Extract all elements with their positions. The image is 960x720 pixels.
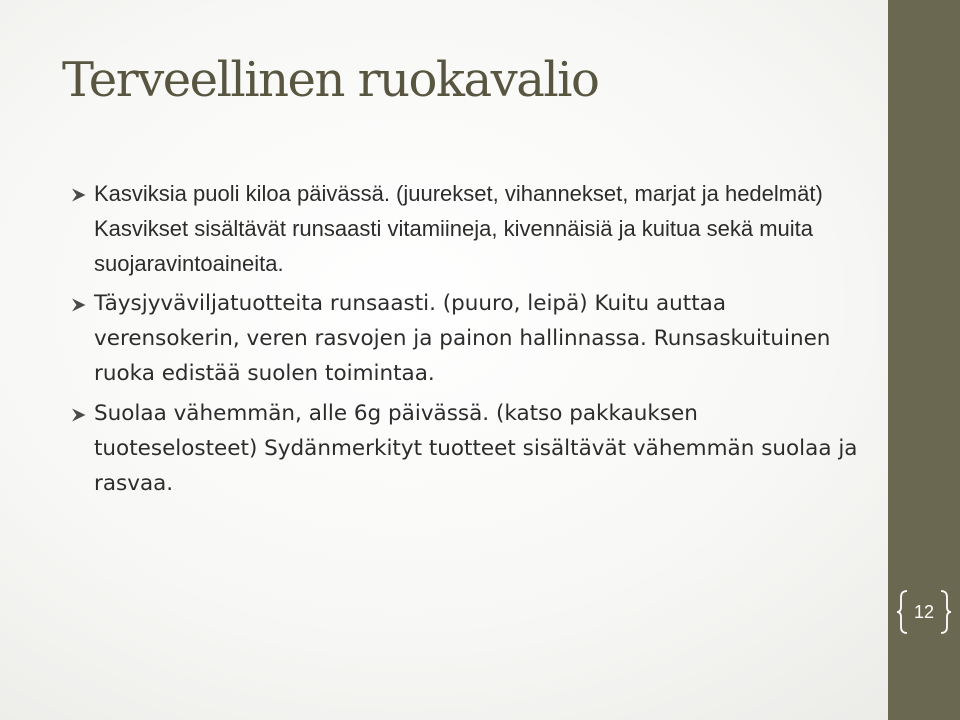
arrow-bullet-icon (70, 297, 88, 313)
bullet-item (70, 396, 860, 501)
bullet-item (70, 176, 860, 281)
arrow-bullet-icon (70, 407, 88, 423)
slide-number: 12 (913, 602, 935, 622)
bullet-list (70, 176, 860, 506)
slide-title: Terveellinen ruokavalio (62, 52, 599, 108)
bullet-item (70, 286, 860, 391)
arrow-bullet-icon (70, 187, 88, 203)
bullet-text: Suolaa vähemmän, alle 6g päivässä. (katso pakkauksen tuoteselosteet) Sydänmerkityt tuotteet sisältävät vähemmän suolaa ja rasvaa. (94, 401, 858, 496)
slide-number-badge (896, 588, 952, 636)
bullet-text: Kasviksia puoli kiloa päivässä. (juurekset, vihannekset, marjat ja hedelmät) Kasvikset sisältävät runsaasti vitamiineja, kivennäisiä ja kuitua sekä muita suojaravintoaineita. (94, 181, 823, 276)
bullet-text: Täysjyväviljatuotteita runsaasti. (puuro, leipä) Kuitu auttaa verensokerin, veren rasvojen ja painon hallinnassa. Runsaskuituinen ruoka edistää suolen toimintaa. (94, 291, 831, 386)
